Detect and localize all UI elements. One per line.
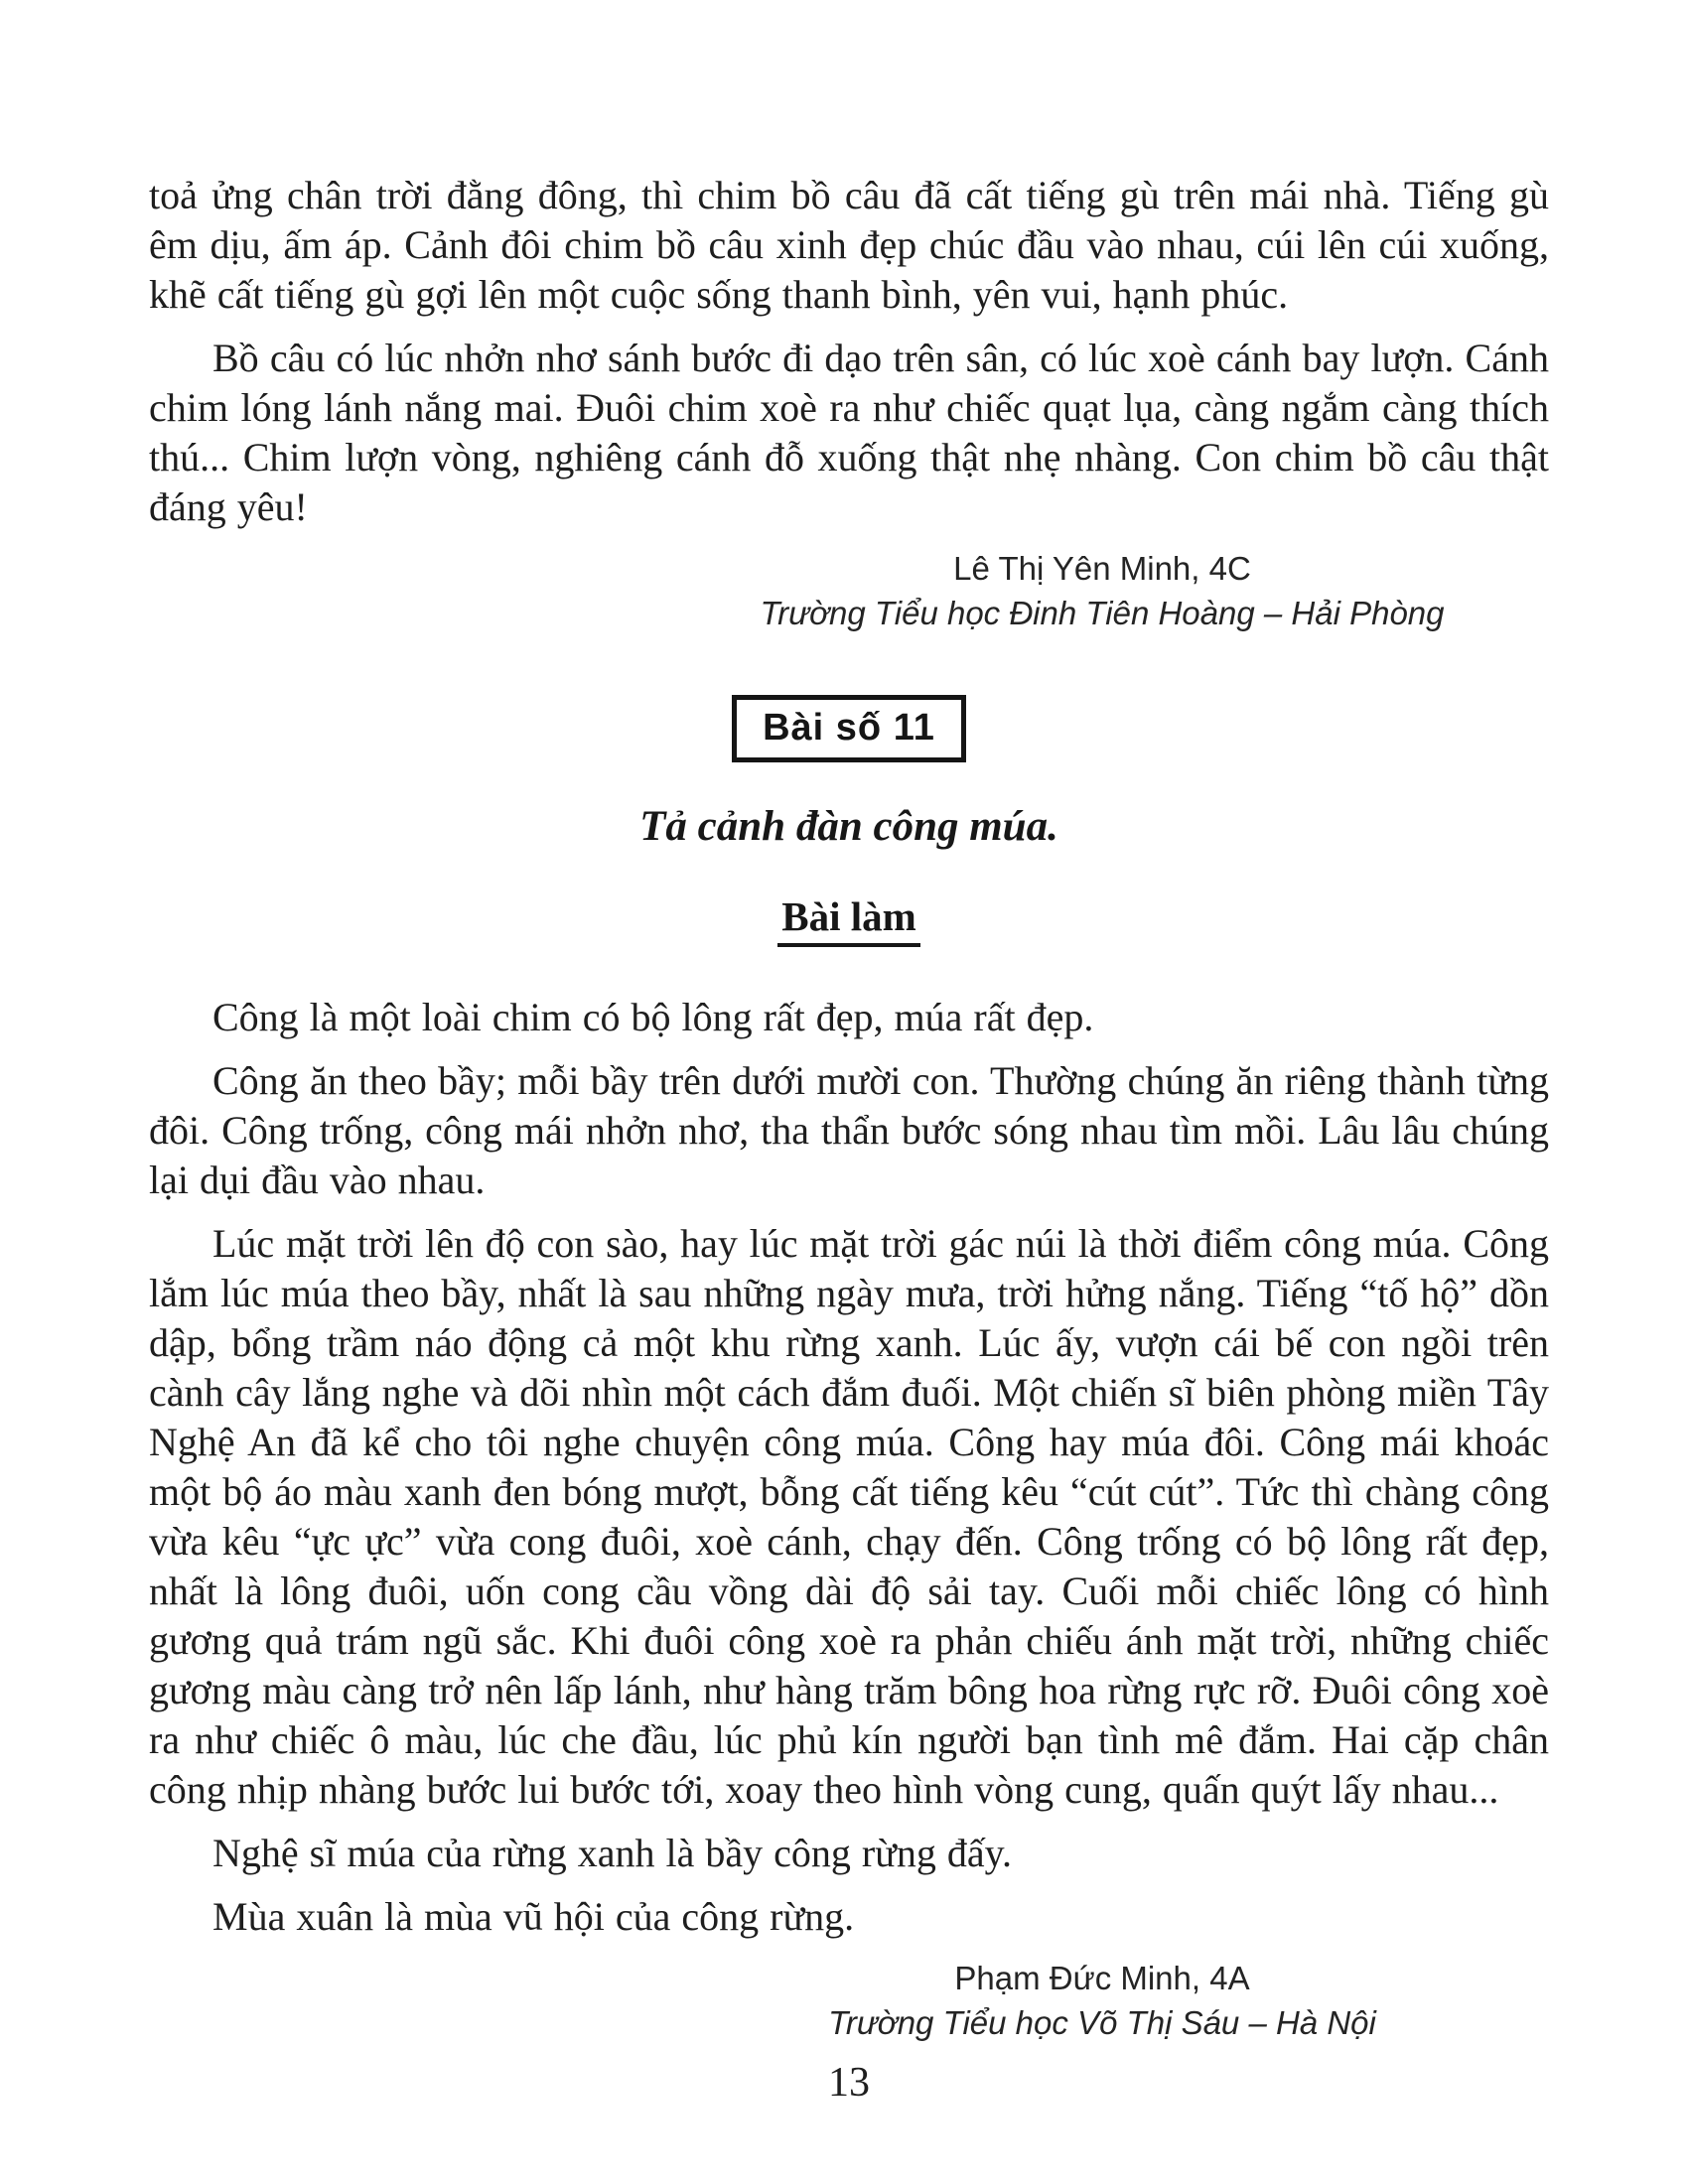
paragraph: Nghệ sĩ múa của rừng xanh là bầy công rừng đấy. bbox=[212, 1831, 1012, 1875]
essay-pigeon-body bbox=[149, 171, 1549, 532]
author-school: Trường Tiểu học Võ Thị Sáu – Hà Nội bbox=[828, 2004, 1376, 2041]
lesson-subheading-text: Bài làm bbox=[777, 892, 920, 947]
paragraph: toả ửng chân trời đằng đông, thì chim bồ câu đã cất tiếng gù trên mái nhà. Tiếng gù êm dịu, ấm áp. Cảnh đôi chim bồ câu xinh đẹp chúc đầu vào nhau, cúi lên cúi xuống, khẽ cất tiếng gù gợi lên một cuộc sống thanh bình, yên vui, hạnh phúc. bbox=[149, 173, 1549, 317]
lesson-title: Tả cảnh đàn công múa. bbox=[639, 803, 1058, 850]
author-name: Phạm Đức Minh, 4A bbox=[954, 1960, 1250, 1996]
paragraph: Bồ câu có lúc nhởn nhơ sánh bước đi dạo trên sân, có lúc xoè cánh bay lượn. Cánh chim lóng lánh nắng mai. Đuôi chim xoè ra như chiếc quạt lụa, càng ngắm càng thích thú... Chim lượn vòng, nghiêng cánh đỗ xuống thật nhẹ nhàng. Con chim bồ câu thật đáng yêu! bbox=[149, 336, 1549, 529]
author-attribution-1 bbox=[655, 546, 1549, 635]
author-attribution-2 bbox=[655, 1956, 1549, 2045]
paragraph: Công là một loài chim có bộ lông rất đẹp, múa rất đẹp. bbox=[212, 995, 1094, 1039]
paragraph: Công ăn theo bầy; mỗi bầy trên dưới mười con. Thường chúng ăn riêng thành từng đôi. Công trống, công mái nhởn nhơ, tha thẩn bước sóng nhau tìm mồi. Lâu lâu chúng lại dụi đầu vào nhau. bbox=[149, 1058, 1549, 1202]
essay-peacock-body bbox=[149, 993, 1549, 1942]
paragraph: Lúc mặt trời lên độ con sào, hay lúc mặt trời gác núi là thời điểm công múa. Công lắm lúc múa theo bầy, nhất là sau những ngày mưa, trời hửng nắng. Tiếng “tố hộ” dồn dập, bổng trầm náo động cả một khu rừng xanh. Lúc ấy, vượn cái bế con ngồi trên cành cây lắng nghe và dõi nhìn một cách đắm đuối. Một chiến sĩ biên phòng miền Tây Nghệ An đã kể cho tôi nghe chuyện công múa. Công hay múa đôi. Công mái khoác một bộ áo màu xanh đen bóng mượt, bỗng cất tiếng kêu “cút cút”. Tức thì chàng công vừa kêu “ực ực” vừa cong đuôi, xoè cánh, chạy đến. Công trống có bộ lông rất đẹp, nhất là lông đuôi, uốn cong cầu vồng dài độ sải tay. Cuối mỗi chiếc lông có hình gương quả trám ngũ sắc. Khi đuôi công xoè ra phản chiếu ánh mặt trời, những chiếc gương màu càng trở nên lấp lánh, như hàng trăm bông hoa rừng rực rỡ. Đuôi công xoè ra như chiếc ô màu, lúc che đầu, lúc phủ kín người bạn tình mê đắm. Hai cặp chân công nhịp nhàng bước lui bước tới, xoay theo hình vòng cung, quấn quýt lấy nhau... bbox=[149, 1221, 1549, 1812]
lesson-subheading bbox=[149, 892, 1549, 947]
lesson-number-badge: Bài số 11 bbox=[732, 695, 966, 762]
page-number: 13 bbox=[828, 2060, 870, 2106]
author-school: Trường Tiểu học Đinh Tiên Hoàng – Hải Phòng bbox=[760, 595, 1445, 631]
author-name: Lê Thị Yên Minh, 4C bbox=[953, 550, 1251, 587]
paragraph: Mùa xuân là mùa vũ hội của công rừng. bbox=[212, 1894, 855, 1939]
lesson-badge-row bbox=[149, 695, 1549, 762]
